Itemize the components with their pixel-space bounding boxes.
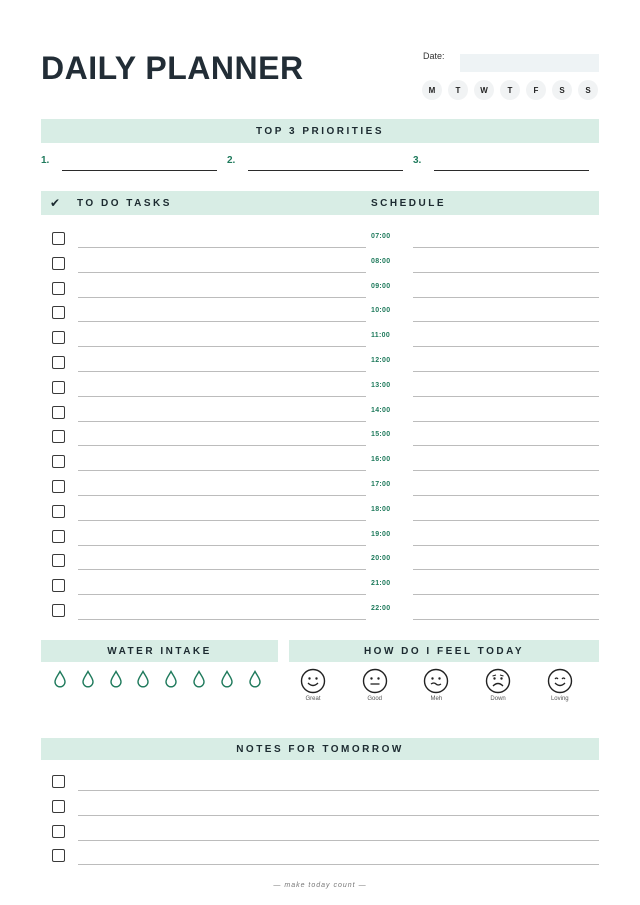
schedule-line[interactable]	[413, 371, 599, 372]
task-line[interactable]	[78, 321, 366, 322]
task-checkbox[interactable]	[52, 232, 65, 245]
mood-header	[289, 640, 599, 662]
task-checkbox[interactable]	[52, 331, 65, 344]
day-circle-4[interactable]: F	[526, 80, 546, 100]
check-icon: ✔	[50, 196, 61, 210]
schedule-time: 07:00	[371, 233, 391, 240]
day-circle-5[interactable]: S	[552, 80, 572, 100]
schedule-time: 20:00	[371, 555, 391, 563]
meh-face-icon[interactable]	[423, 668, 449, 694]
priority-line-1[interactable]	[62, 170, 217, 171]
schedule-time: 10:00	[371, 307, 391, 315]
mood-label: Great	[305, 696, 321, 702]
mood-title: HOW DO I FEEL TODAY	[363, 645, 525, 657]
task-line[interactable]	[78, 619, 366, 620]
schedule-time: 22:00	[371, 605, 391, 612]
schedule-line[interactable]	[413, 569, 599, 570]
date-field[interactable]	[460, 54, 599, 72]
task-line[interactable]	[78, 371, 366, 372]
water-drop-icon[interactable]	[81, 670, 95, 688]
schedule-line[interactable]	[413, 445, 599, 446]
note-checkbox[interactable]	[52, 849, 65, 862]
task-checkbox[interactable]	[52, 604, 65, 617]
priorities-title: TOP 3 PRIORITIES	[256, 125, 384, 137]
task-checkbox[interactable]	[52, 455, 65, 468]
task-checkbox[interactable]	[52, 306, 65, 319]
mood-label: Good	[367, 696, 383, 702]
task-line[interactable]	[78, 495, 366, 496]
day-circle-0[interactable]: M	[422, 80, 442, 100]
task-line[interactable]	[78, 346, 366, 347]
schedule-time: 18:00	[371, 505, 391, 513]
note-line[interactable]	[78, 815, 599, 816]
task-checkbox[interactable]	[52, 257, 65, 270]
priority-line-2[interactable]	[248, 170, 403, 171]
good-face-icon[interactable]	[362, 668, 388, 694]
loving-face-icon[interactable]	[547, 668, 573, 694]
priority-line-3[interactable]	[434, 170, 589, 171]
schedule-line[interactable]	[413, 619, 599, 620]
task-line[interactable]	[78, 396, 366, 397]
task-line[interactable]	[78, 421, 366, 422]
schedule-time: 08:00	[371, 257, 391, 265]
schedule-line[interactable]	[413, 545, 599, 546]
day-circle-1[interactable]: T	[448, 80, 468, 100]
schedule-time: 12:00	[371, 357, 391, 364]
date-label: Date:	[423, 51, 445, 61]
footer-tagline: — make today count —	[273, 882, 367, 889]
task-checkbox[interactable]	[52, 406, 65, 419]
note-line[interactable]	[78, 790, 599, 791]
schedule-line[interactable]	[413, 421, 599, 422]
task-checkbox[interactable]	[52, 381, 65, 394]
schedule-line[interactable]	[413, 297, 599, 298]
note-checkbox[interactable]	[52, 800, 65, 813]
mood-label: Meh	[430, 696, 443, 702]
schedule-time: 11:00	[371, 332, 391, 340]
notes-header	[41, 738, 599, 760]
task-checkbox[interactable]	[52, 505, 65, 518]
schedule-line[interactable]	[413, 520, 599, 521]
note-checkbox[interactable]	[52, 825, 65, 838]
task-line[interactable]	[78, 594, 366, 595]
water-header	[41, 640, 278, 662]
water-drop-icon[interactable]	[164, 670, 178, 688]
note-line[interactable]	[78, 864, 599, 865]
water-drop-icon[interactable]	[192, 670, 206, 688]
task-line[interactable]	[78, 569, 366, 570]
task-line[interactable]	[78, 272, 366, 273]
water-drop-icon[interactable]	[53, 670, 67, 688]
water-title: WATER INTAKE	[107, 645, 212, 657]
schedule-time: 13:00	[371, 381, 391, 389]
task-checkbox[interactable]	[52, 554, 65, 567]
water-drop-icon[interactable]	[248, 670, 262, 688]
schedule-time: 14:00	[371, 406, 391, 414]
day-circle-2[interactable]: W	[474, 80, 494, 100]
priorities-header	[41, 119, 599, 143]
day-circle-6[interactable]: S	[578, 80, 598, 100]
schedule-line[interactable]	[413, 495, 599, 496]
schedule-line[interactable]	[413, 470, 599, 471]
priority-number-1: 1.	[41, 155, 50, 166]
task-checkbox[interactable]	[52, 356, 65, 369]
task-checkbox[interactable]	[52, 480, 65, 493]
schedule-time: 15:00	[371, 431, 391, 439]
task-checkbox[interactable]	[52, 430, 65, 443]
schedule-time: 09:00	[371, 282, 391, 290]
task-line[interactable]	[78, 470, 366, 471]
task-line[interactable]	[78, 545, 366, 546]
task-line[interactable]	[78, 445, 366, 446]
weekday-selector	[422, 80, 598, 100]
schedule-line[interactable]	[413, 594, 599, 595]
note-line[interactable]	[78, 840, 599, 841]
notes-title: NOTES FOR TOMORROW	[236, 743, 404, 755]
tasks-title: TO DO TASKS	[77, 197, 172, 209]
schedule-line[interactable]	[413, 247, 599, 248]
priority-number-2: 2.	[227, 155, 236, 166]
mood-label: Loving	[550, 696, 569, 702]
task-line[interactable]	[78, 520, 366, 521]
schedule-line[interactable]	[413, 272, 599, 273]
schedule-line[interactable]	[413, 396, 599, 397]
mood-label: Down	[490, 696, 506, 702]
tasks-schedule-header	[41, 191, 599, 215]
schedule-title: SCHEDULE	[371, 197, 447, 209]
schedule-line[interactable]	[413, 321, 599, 322]
note-checkbox[interactable]	[52, 775, 65, 788]
task-line[interactable]	[78, 297, 366, 298]
task-checkbox[interactable]	[52, 282, 65, 295]
schedule-time: 21:00	[371, 580, 391, 588]
water-drop-icon[interactable]	[220, 670, 234, 688]
day-circle-3[interactable]: T	[500, 80, 520, 100]
task-checkbox[interactable]	[52, 579, 65, 592]
priority-number-3: 3.	[413, 155, 422, 166]
water-drop-icon[interactable]	[136, 670, 150, 688]
task-checkbox[interactable]	[52, 530, 65, 543]
schedule-line[interactable]	[413, 346, 599, 347]
great-face-icon[interactable]	[300, 668, 326, 694]
schedule-time: 19:00	[371, 530, 391, 538]
water-drop-icon[interactable]	[109, 670, 123, 688]
schedule-time: 16:00	[371, 456, 391, 464]
schedule-time: 17:00	[371, 481, 391, 488]
page-title: DAILY PLANNER	[41, 50, 304, 86]
task-line[interactable]	[78, 247, 366, 248]
down-face-icon[interactable]	[485, 668, 511, 694]
